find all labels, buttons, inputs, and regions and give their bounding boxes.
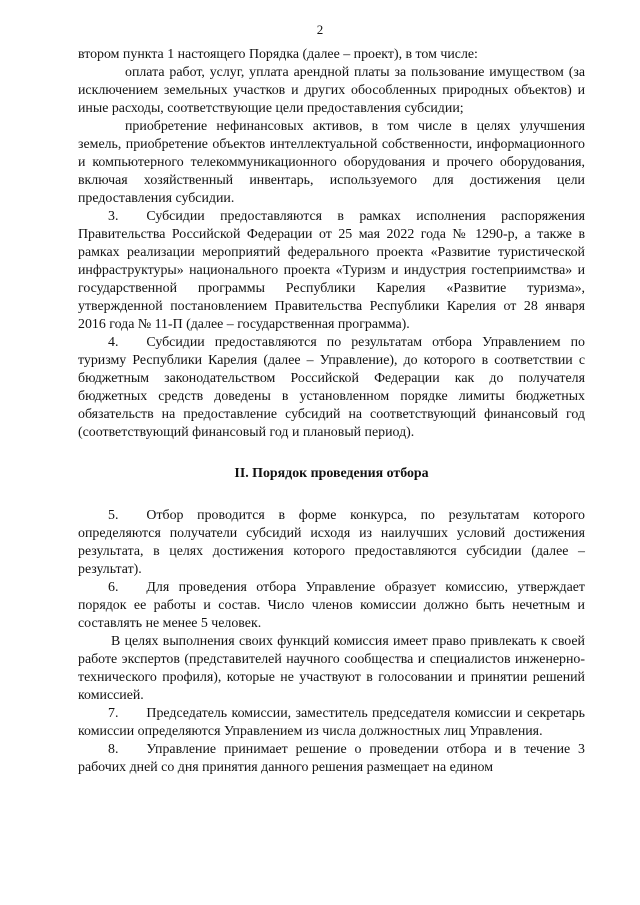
paragraph-6-text: Для проведения отбора Управление образует комиссию, утверждает порядок ее работы и состав. Число членов комиссии должно быть нечетным и составлять не менее 5 человек. bbox=[78, 580, 585, 631]
paragraph-7 bbox=[78, 705, 585, 741]
paragraph-6 bbox=[78, 579, 585, 633]
paragraph-4-text: Субсидии предоставляются по результатам отбора Управлением по туризму Республики Карелия (далее – Управление), до которого в соответствии с бюджетным законодательством Российской Федерации как до получателя бюджетных средств доведены в установленном порядке лимиты бюджетных обязательств на предоставление субсидий на соответствующий финансовый год (соответствующий финансовый год и плановый период). bbox=[78, 335, 585, 440]
paragraph-4 bbox=[78, 334, 585, 442]
paragraph-3 bbox=[78, 208, 585, 334]
paragraph-5-number: 5. bbox=[108, 508, 119, 523]
paragraph-4-number: 4. bbox=[108, 335, 119, 350]
paragraph-5 bbox=[78, 507, 585, 579]
paragraph-3-number: 3. bbox=[108, 209, 119, 224]
paragraph-list-item-1: оплата работ, услуг, уплата арендной платы за пользование имуществом (за исключением земельных участков и других обособленных природных объектов) и иные расходы, соответствующие цели предоставления субсидии; bbox=[78, 65, 585, 116]
paragraph-continuation: втором пункта 1 настоящего Порядка (далее – проект), в том числе: bbox=[78, 47, 478, 62]
section-title: II. Порядок проведения отбора bbox=[234, 466, 429, 481]
paragraph-5-text: Отбор проводится в форме конкурса, по результатам которого определяются получатели субсидий исходя из наилучших условий достижения результата, в целях достижения которого предоставляются субсидии (далее – результат). bbox=[78, 508, 585, 577]
paragraph-7-number: 7. bbox=[108, 706, 119, 721]
paragraph-7-text: Председатель комиссии, заместитель председателя комиссии и секретарь комиссии определяются Управлением из числа должностных лиц Управления. bbox=[78, 706, 585, 739]
document-body bbox=[78, 46, 585, 777]
paragraph-list-item-2: приобретение нефинансовых активов, в том числе в целях улучшения земель, приобретение объектов интеллектуальной собственности, информационного и компьютерного телекоммуникационного оборудования и прочего оборудования, включая хозяйственный инвентарь, используемого для достижения цели предоставления субсидии. bbox=[78, 119, 585, 206]
page-number: 2 bbox=[316, 22, 324, 37]
paragraph-6-continuation: В целях выполнения своих функций комиссия имеет право привлекать к своей работе экспертов (представителей научного сообщества и специалистов инженерно-технического профиля), которые не участвуют в голосовании и принятии решений комиссией. bbox=[78, 634, 585, 703]
paragraph-6-number: 6. bbox=[108, 580, 119, 595]
paragraph-8-text: Управление принимает решение о проведении отбора и в течение 3 рабочих дней со дня принятия данного решения размещает на едином bbox=[78, 742, 585, 775]
paragraph-3-text: Субсидии предоставляются в рамках исполнения распоряжения Правительства Российской Федерации от 25 мая 2022 года № 1290-р, а также в рамках реализации мероприятий федерального проекта «Развитие туристической инфраструктуры» национального проекта «Туризм и индустрия гостеприимства» и государственной программы Республики Карелия «Развитие туризма», утвержденной постановлением Правительства Республики Карелия от 28 января 2016 года № 11-П (далее – государственная программа). bbox=[78, 209, 585, 332]
paragraph-8-number: 8. bbox=[108, 742, 119, 757]
paragraph-8 bbox=[78, 741, 585, 777]
